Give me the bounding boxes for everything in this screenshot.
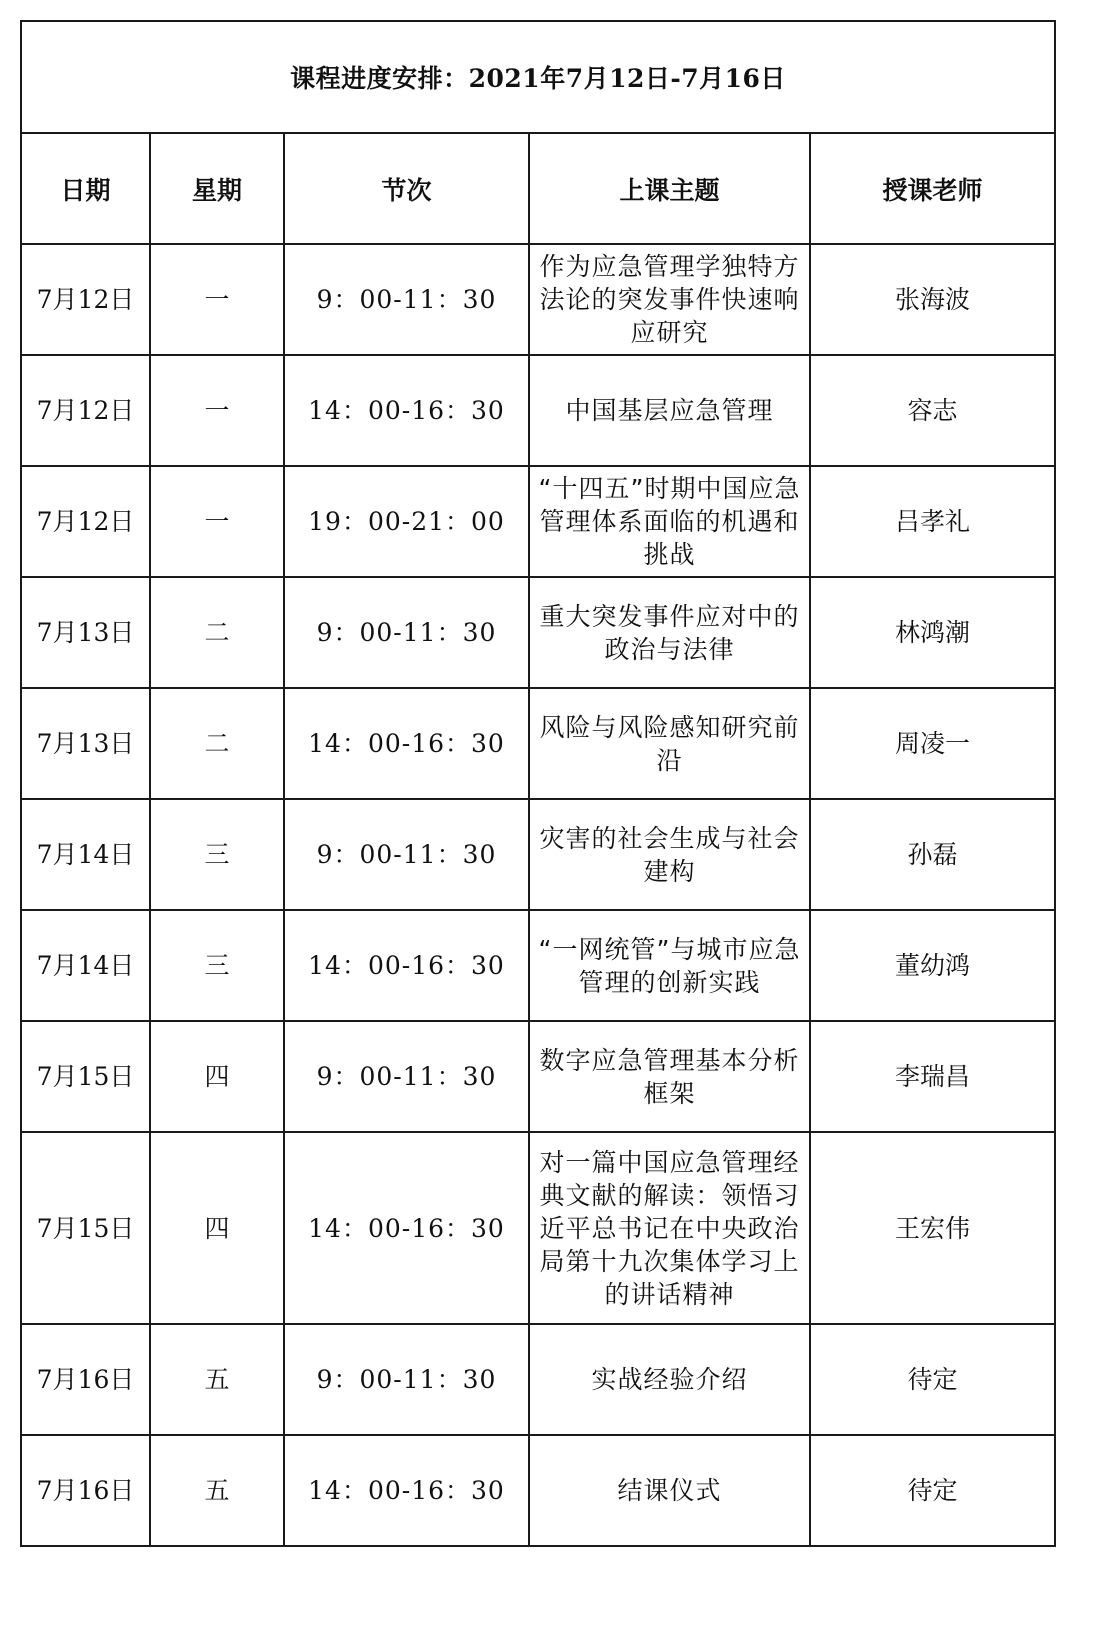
topic-cell: 作为应急管理学独特方法论的突发事件快速响应研究: [529, 244, 810, 355]
header-date: 日期: [21, 133, 150, 244]
teacher-cell: 董幼鸿: [810, 910, 1055, 1021]
date-cell: 7月12日: [21, 244, 150, 355]
table-row: [21, 577, 1055, 688]
table-row: [21, 244, 1055, 355]
teacher-cell: 周凌一: [810, 688, 1055, 799]
header-row: [21, 133, 1055, 244]
date-cell: 7月13日: [21, 577, 150, 688]
table-row: [21, 688, 1055, 799]
teacher-cell: 张海波: [810, 244, 1055, 355]
teacher-cell: 吕孝礼: [810, 466, 1055, 577]
teacher-cell: 容志: [810, 355, 1055, 466]
weekday-cell: 四: [150, 1021, 284, 1132]
teacher-cell: 李瑞昌: [810, 1021, 1055, 1132]
weekday-cell: 一: [150, 466, 284, 577]
date-cell: 7月14日: [21, 910, 150, 1021]
topic-cell: 重大突发事件应对中的政治与法律: [529, 577, 810, 688]
session-time-cell: 14：00-16：30: [284, 1435, 529, 1546]
topic-cell: 中国基层应急管理: [529, 355, 810, 466]
session-time-cell: 9：00-11：30: [284, 577, 529, 688]
teacher-cell: 待定: [810, 1324, 1055, 1435]
table-row: [21, 355, 1055, 466]
teacher-cell: 待定: [810, 1435, 1055, 1546]
weekday-cell: 五: [150, 1435, 284, 1546]
topic-cell: 灾害的社会生成与社会建构: [529, 799, 810, 910]
teacher-cell: 王宏伟: [810, 1132, 1055, 1324]
session-time-cell: 14：00-16：30: [284, 910, 529, 1021]
session-time-cell: 14：00-16：30: [284, 355, 529, 466]
date-cell: 7月12日: [21, 466, 150, 577]
table-row: [21, 1435, 1055, 1546]
date-cell: 7月13日: [21, 688, 150, 799]
session-time-cell: 9：00-11：30: [284, 244, 529, 355]
teacher-cell: 林鸿潮: [810, 577, 1055, 688]
weekday-cell: 三: [150, 799, 284, 910]
weekday-cell: 三: [150, 910, 284, 1021]
table-row: [21, 799, 1055, 910]
date-cell: 7月15日: [21, 1132, 150, 1324]
topic-cell: “十四五”时期中国应急管理体系面临的机遇和挑战: [529, 466, 810, 577]
date-cell: 7月16日: [21, 1435, 150, 1546]
date-cell: 7月14日: [21, 799, 150, 910]
table-row: [21, 1021, 1055, 1132]
table-row: [21, 466, 1055, 577]
weekday-cell: 一: [150, 244, 284, 355]
table-row: [21, 1132, 1055, 1324]
session-time-cell: 19：00-21：00: [284, 466, 529, 577]
title-row: [21, 21, 1055, 133]
weekday-cell: 二: [150, 688, 284, 799]
topic-cell: 结课仪式: [529, 1435, 810, 1546]
topic-cell: 风险与风险感知研究前沿: [529, 688, 810, 799]
weekday-cell: 二: [150, 577, 284, 688]
topic-cell: “一网统管”与城市应急管理的创新实践: [529, 910, 810, 1021]
table-row: [21, 910, 1055, 1021]
session-time-cell: 9：00-11：30: [284, 1021, 529, 1132]
schedule-title: 课程进度安排：2021年7月12日-7月16日: [21, 21, 1055, 133]
weekday-cell: 四: [150, 1132, 284, 1324]
header-topic: 上课主题: [529, 133, 810, 244]
header-session: 节次: [284, 133, 529, 244]
session-time-cell: 14：00-16：30: [284, 688, 529, 799]
session-time-cell: 14：00-16：30: [284, 1132, 529, 1324]
weekday-cell: 五: [150, 1324, 284, 1435]
topic-cell: 数字应急管理基本分析框架: [529, 1021, 810, 1132]
session-time-cell: 9：00-11：30: [284, 799, 529, 910]
header-teacher: 授课老师: [810, 133, 1055, 244]
weekday-cell: 一: [150, 355, 284, 466]
teacher-cell: 孙磊: [810, 799, 1055, 910]
date-cell: 7月15日: [21, 1021, 150, 1132]
topic-cell: 实战经验介绍: [529, 1324, 810, 1435]
date-cell: 7月16日: [21, 1324, 150, 1435]
date-cell: 7月12日: [21, 355, 150, 466]
header-weekday: 星期: [150, 133, 284, 244]
topic-cell: 对一篇中国应急管理经典文献的解读：领悟习近平总书记在中央政治局第十九次集体学习上的讲话精神: [529, 1132, 810, 1324]
course-schedule-table: [20, 20, 1056, 1547]
session-time-cell: 9：00-11：30: [284, 1324, 529, 1435]
table-row: [21, 1324, 1055, 1435]
